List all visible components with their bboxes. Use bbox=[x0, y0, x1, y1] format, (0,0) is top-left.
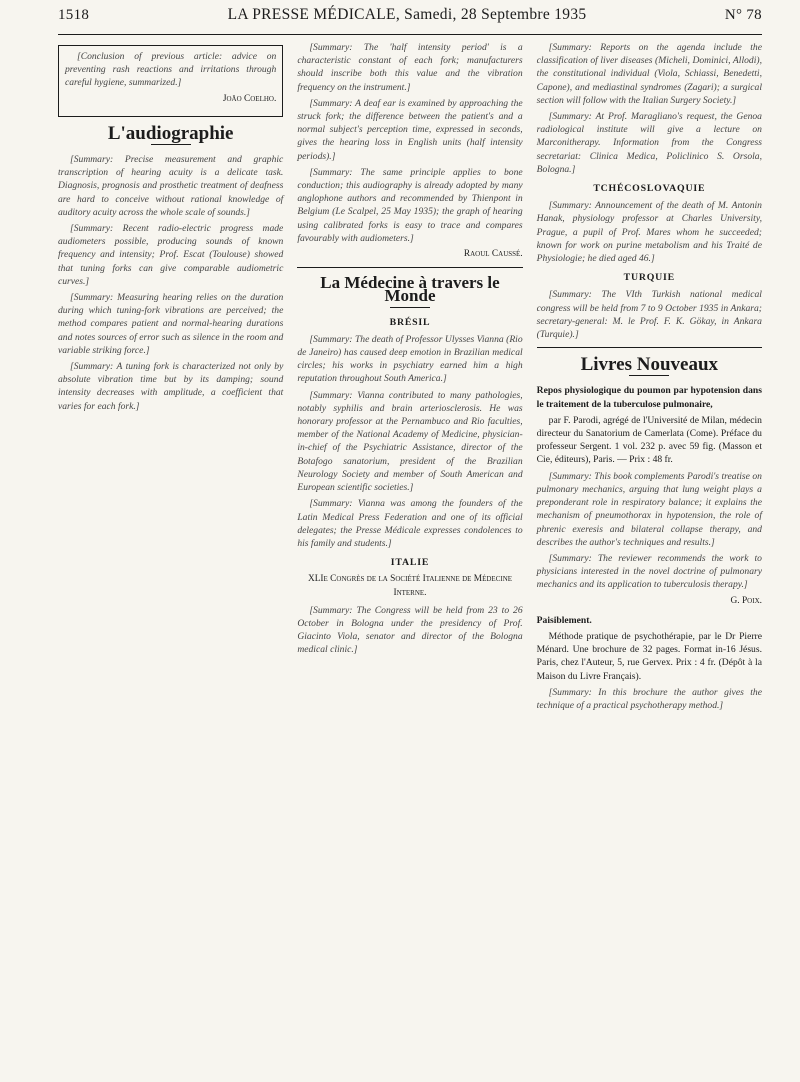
previous-article-box bbox=[58, 45, 283, 117]
bresil-paragraph: [Summary: Vianna was among the founders of the Latin Medical Press Federation and one of its official delegates; the Presse Médicale expresses condolences to his family and students.] bbox=[297, 498, 523, 549]
country-heading-tchecoslovaquie: TCHÉCOSLOVAQUIE bbox=[593, 183, 706, 195]
audiographie-paragraph: [Summary: A tuning fork is characterized not only by absolute vibration time but by its damping; sound intensity decreases with amplitude, a coefficient that varies for each fork.] bbox=[58, 361, 284, 412]
audiographie-paragraph: [Summary: The same principle applies to bone conduction; this audiography is already adopted by many anglophone authors and recommended by Thienpont in Belgium (Le Scalpel, 25 May 1935); the graph of hearing using calibrated forks is easy to trace and compares favourably with audiometers.] bbox=[297, 166, 523, 244]
book-1-signature: G. Poix. bbox=[730, 595, 762, 606]
country-heading-italie: ITALIE bbox=[390, 557, 430, 569]
title-rule bbox=[390, 307, 430, 308]
audiographie-paragraph: [Summary: Precise measurement and graphic transcription of hearing acuity is a delicate task. Diagnosis, prognosis and prosthetic treatment of deafness are hard to conceive without rational knowledge of auditory acuity across the whole scale of sounds.] bbox=[58, 154, 284, 218]
turquie-paragraph: [Summary: The VIth Turkish national medical congress will be held from 7 to 9 October 1935 in Ankara; secretary-general: M. le Prof. F. K. Gökay, in Ankara (Turquie).] bbox=[536, 289, 762, 341]
section-rule bbox=[297, 267, 522, 268]
audiographie-paragraph: [Summary: Measuring hearing relies on the duration during which tuning-fork vibrations are perceived; the method compares patient and normal-hearing durations and notes sources of error such as silence in the room and variable striking force.] bbox=[58, 292, 284, 356]
previous-article-signature: João Coelho. bbox=[222, 93, 277, 104]
issue-number: N° 78 bbox=[724, 7, 762, 23]
tchecoslovaquie-paragraph: [Summary: Announcement of the death of M. Antonin Hanak, physiology professor at Charles University, Prague, a pupil of Prof. Mares whom he succeeded; known for work on purine metabolism and his Traité de Physiologie; he died aged 46.] bbox=[536, 200, 762, 265]
book-2-bibliography: Méthode pratique de psychothérapie, par le Dr Pierre Ménard. Une brochure de 32 pages. Format in-16 Jésus. Paris, chez l'Auteur, 5, rue Gervex. Prix : 4 fr. (Dépôt à la Maison du Livre Français). bbox=[536, 630, 762, 682]
audiographie-paragraph: [Summary: A deaf ear is examined by approaching the struck fork; the difference between the patient's and a normal subject's perception time, expressed in seconds, gives the hearing loss in English units (half intensity periods).] bbox=[297, 97, 523, 162]
audiographie-signature: Raoul Caussé. bbox=[463, 249, 523, 260]
columns bbox=[58, 41, 762, 715]
book-1-review: [Summary: This book complements Parodi's treatise on pulmonary mechanics, arguing that lung weight plays a preponderant role in respiratory balance; it explains the mechanism of pneumothorax in hypotension, the role of phrenic exeresis and bilateral collapse therapy, and describes the author's techniques and results.] bbox=[536, 470, 762, 548]
page-number: 1518 bbox=[58, 7, 90, 23]
audiographie-paragraph: [Summary: The 'half intensity period' is a characteristic constant of each fork; manufacturers should inscribe both this value and the vibration frequency on the instrument.] bbox=[297, 42, 523, 93]
bresil-paragraph: [Summary: The death of Professor Ulysses Vianna (Rio de Janeiro) has caused deep emotion in Brazilian medical circles; his works in psychiatry earned him a high reputation throughout South America.] bbox=[297, 333, 523, 385]
italie-paragraph: [Summary: The Congress will be held from 23 to 26 October in Bologna under the presidency of Prof. Giacinto Viola, senator and director of the Bologna medical clinic.] bbox=[297, 604, 523, 656]
header-rule bbox=[58, 34, 762, 35]
book-2-review: [Summary: In this brochure the author gives the technique of a practical psychotherapy method.] bbox=[536, 686, 762, 711]
bresil-paragraph: [Summary: Vianna contributed to many pathologies, notably syphilis and brain arteriosclerosis. He was honorary professor at the Pernambuco and Rio faculties, member of the National Academy of Medicine, physician-in-chief of the Psychiatric Assistance, director of the Botafogo sanatorium, president of the Brazilian Neurology Society and member of South American and European scientific societies.] bbox=[297, 389, 523, 494]
column-2 bbox=[297, 41, 522, 715]
book-1-review: [Summary: The reviewer recommends the work to physicians interested in the novel doctrine of pulmonary mechanics and its application to tuberculosis therapy.] bbox=[536, 552, 762, 591]
page-header bbox=[58, 6, 762, 28]
book-2-title: Paisiblement. bbox=[536, 614, 592, 626]
audiographie-paragraph: [Summary: Recent radio-electric progress made audiometers possible, producing sounds of known frequency and intensity; Prof. Escat (Toulouse) showed that tuning forks can give comparable audiometric curves.] bbox=[58, 223, 284, 287]
italie-paragraph: [Summary: Reports on the agenda include the classification of liver diseases (Micheli, Dominici, Allodi), the constitutional individual (Viola, Schiassi, Benedetti, Capone), and mediastinal syndromes (Zagari); a surgical section will follow with the Italian Surgery Society.] bbox=[536, 42, 762, 106]
congres-subtitle: XLIe Congrès de la Société Italienne de Médecine Interne. bbox=[307, 574, 513, 598]
country-heading-bresil: BRÉSIL bbox=[389, 316, 431, 328]
title-rule bbox=[629, 375, 669, 376]
country-heading-turquie: TURQUIE bbox=[623, 272, 675, 284]
livres-title: Livres Nouveaux bbox=[580, 354, 719, 376]
monde-title: La Médecine à travers le Monde bbox=[320, 273, 500, 306]
audiographie-title: L'audiographie bbox=[107, 122, 234, 144]
book-1-title: Repos physiologique du poumon par hypotension dans le traitement de la tuberculose pulmonaire, bbox=[536, 385, 762, 410]
book-1-bibliography: par F. Parodi, agrégé de l'Université de Milan, médecin directeur du Sanatorium de Camerlata (Come). Préface du professeur Sergent. 1 vol. 232 p. avec 59 fig. (Masson et Cie, éditeurs), Paris. — Prix : 48 fr. bbox=[536, 414, 762, 466]
title-rule bbox=[151, 144, 191, 145]
section-rule bbox=[537, 347, 762, 348]
previous-article-summary: [Conclusion of previous article: advice on preventing rash reactions and irritations through careful hygiene, summarized.] bbox=[65, 51, 277, 89]
italie-paragraph: [Summary: At Prof. Maragliano's request, the Genoa radiological institute will give a lecture on Marconitherapy. Information from the Congress secretariat: Clinica Medica, Policlinico S. Orsola, Bologna.] bbox=[536, 111, 762, 175]
journal-title: LA PRESSE MÉDICALE, Samedi, 28 Septembre 1935 bbox=[227, 6, 587, 23]
column-3 bbox=[537, 41, 762, 715]
column-1 bbox=[58, 41, 283, 715]
